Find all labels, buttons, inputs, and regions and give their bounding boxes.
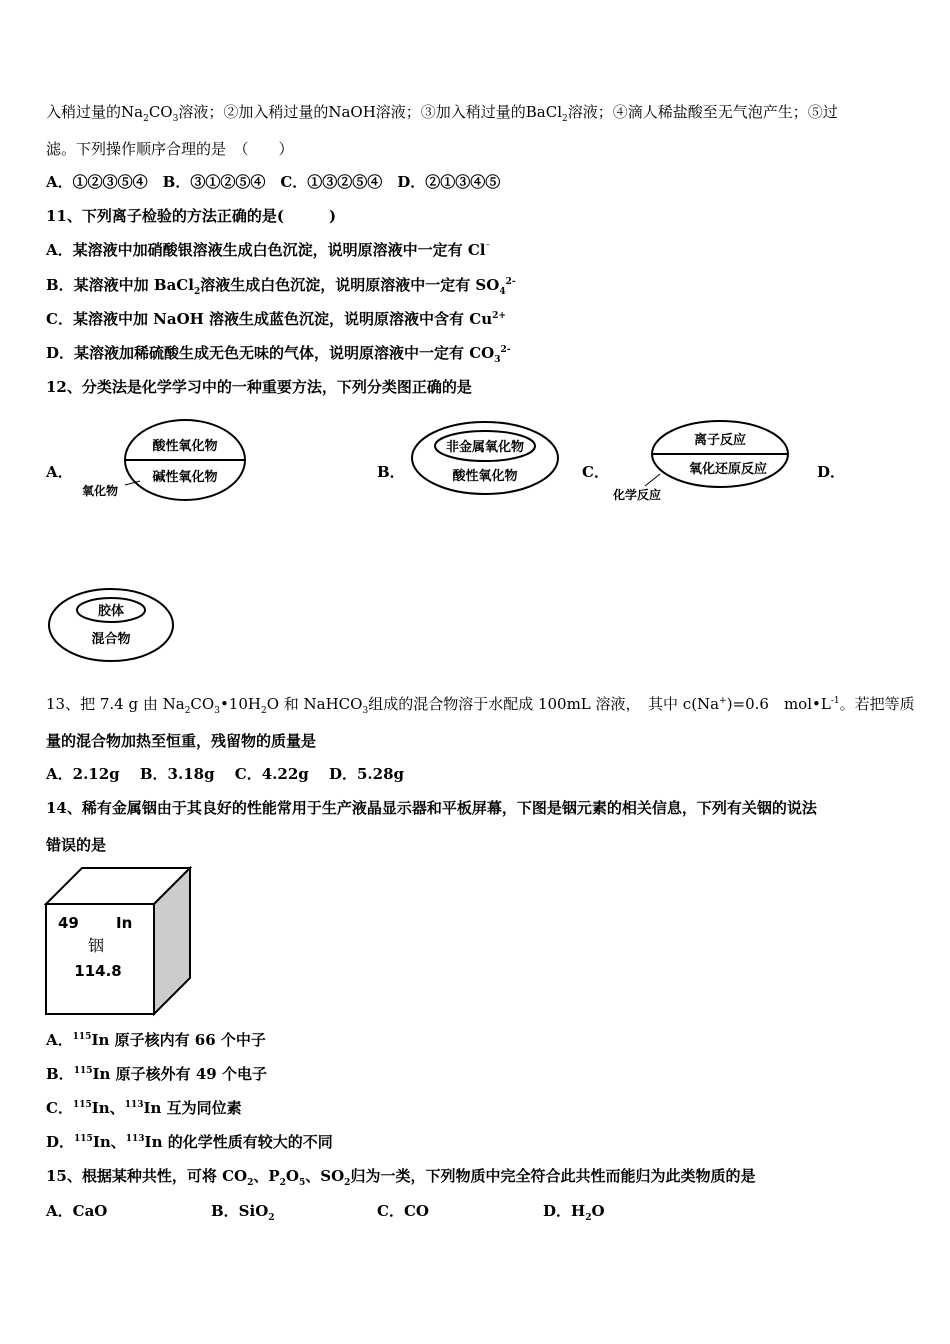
q11-option-d: D．某溶液加稀硫酸生成无色无味的气体，说明原溶液中一定有 $CO_3^{2-}$ [46,344,511,365]
q15-option-a: A．CaO [46,1202,108,1220]
diag-c-outside: 化学反应 [612,488,662,502]
q14-option-b: B．$^{115}$In 原子核外有 49 个电子 [46,1065,267,1083]
q10-options: A．①②③⑤④ B．③①②⑤④ C．①③②⑤④ D．②①③④⑤ [46,173,501,191]
diag-b-outer: 酸性氧化物 [452,469,518,484]
element-symbol: In [116,914,133,932]
q10-continuation-line1: 入稍过量的$Na_2CO_3$溶液；②加入稍过量的NaOH溶液；③加入稍过量的BaCl$_2$溶液；④滴人稀盐酸至无气泡产生；⑤过 [46,103,838,124]
q12-stem: 12、分类法是化学学习中的一种重要方法，下列分类图正确的是 [46,378,472,396]
q14-element-cube [44,866,194,1022]
q14-stem-line2: 错误的是 [46,836,107,854]
q11-option-a: A．某溶液中加硝酸银溶液生成白色沉淀，说明原溶液中一定有 Cl⁻ [46,241,491,259]
q13-options: A．2.12g B．3.18g C．4.22g D．5.28g [46,765,405,783]
q11-option-b: B．某溶液中加 BaCl$_2$溶液生成白色沉淀，说明原溶液中一定有 $SO_4^{2-}$ [46,276,516,297]
q14-stem-line1: 14、稀有金属铟由于其良好的性能常用于生产液晶显示器和平板屏幕，下图是铟元素的相关信息，下列有关铟的说法 [46,799,817,817]
diag-d-inner: 胶体 [97,604,125,619]
q13-stem-line2: 量的混合物加热至恒重，残留物的质量是 [46,732,317,750]
q12-label-c: C． [582,463,609,481]
q12-label-b: B． [377,463,405,481]
q12-diagram-d [46,585,181,669]
q14-option-c: C．$^{115}$In、$^{113}$In 互为同位素 [46,1099,242,1117]
element-number: 49 [58,914,79,932]
q13-stem-line1: 13、把 7.4 g 由 $Na_2CO_3•10H_2O$ 和 NaHCO$_3$组成的混合物溶于水配成 100mL 溶液， 其中 c(Na+)=0.6 $mol•L^{-1}$。若把等质 [46,695,915,716]
q15-stem: 15、根据某种共性，可将 $CO_2$、$P_2O_5$、$SO_2$归为一类，下列物质中完全符合此共性而能归为此类物质的是 [46,1167,756,1188]
q12-diagram-a [70,415,250,509]
q15-option-b: B．SiO$_2$ [211,1202,275,1223]
q12-label-a: A． [46,463,73,481]
element-name: 铟 [87,936,105,955]
diag-d-outer: 混合物 [91,632,131,647]
q11-option-c: C．某溶液中加 NaOH 溶液生成蓝色沉淀，说明原溶液中含有 $Cu^{2+}$ [46,310,506,328]
diag-a-outside: 氧化物 [81,484,119,498]
q12-diagram-c [600,418,800,512]
diag-c-top: 离子反应 [693,433,747,448]
diag-c-bottom: 氧化还原反应 [688,462,768,477]
element-mass: 114.8 [74,962,122,980]
q14-option-d: D．$^{115}$In、$^{113}$In 的化学性质有较大的不同 [46,1133,333,1151]
q15-option-d: D．$H_2O$ [543,1202,605,1223]
diag-a-top: 酸性氧化物 [152,439,218,454]
q14-option-a: A．$^{115}$In 原子核内有 66 个中子 [46,1031,266,1049]
q12-diagram-b [405,418,565,502]
q12-label-d: D． [817,463,846,481]
diag-a-bottom: 碱性氧化物 [152,470,218,485]
diag-b-inner: 非金属氧化物 [445,440,525,455]
q10-continuation-line2: 滤。下列操作顺序合理的是 （ ） [46,140,294,158]
q15-option-c: C．CO [377,1202,429,1220]
q11-stem: 11、下列离子检验的方法正确的是( ) [46,207,337,225]
